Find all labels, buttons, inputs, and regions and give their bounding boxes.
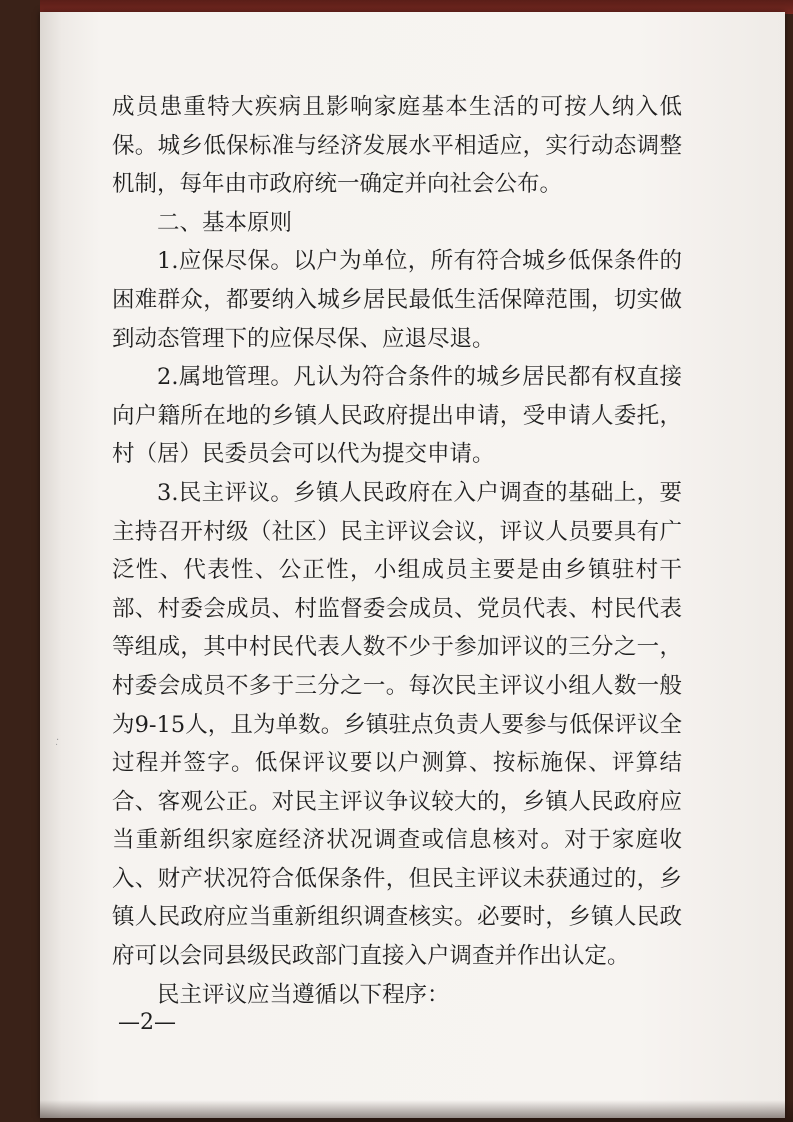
paragraph-procedure-intro: 民主评议应当遵循以下程序： xyxy=(157,981,450,1008)
section-heading-basic-principles: 二、基本原则 xyxy=(157,209,293,236)
document-body xyxy=(112,88,682,1014)
paper-speck: ·̣ xyxy=(56,735,60,746)
paragraph-principle-1: 1.应保尽保。以户为单位，所有符合城乡低保条件的困难群众，都要纳入城乡居民最低生活保障范围，切实做到动态管理下的应保尽保、应退尽退。 xyxy=(112,248,682,352)
page-number: —2— xyxy=(118,1010,176,1035)
paragraph-principle-2: 2.属地管理。凡认为符合条件的城乡居民都有权直接向户籍所在地的乡镇人民政府提出申请，受申请人委托，村（居）民委员会可以代为提交申请。 xyxy=(112,364,682,468)
paragraph-continuation: 成员患重特大疾病且影响家庭基本生活的可按人纳入低保。城乡低保标准与经济发展水平相适应，实行动态调整机制，每年由市政府统一确定并向社会公布。 xyxy=(112,94,682,198)
paragraph-principle-3: 3.民主评议。乡镇人民政府在入户调查的基础上，要主持召开村级（社区）民主评议会议，评议人员要具有广泛性、代表性、公正性，小组成员主要是由乡镇驻村干部、村委会成员、村监督委会成员、党员代表、村民代表等组成，其中村民代表人数不少于参加评议的三分之一，村委会成员不多于三分之一。每次民主评议小组人数一般为9-15人，且为单数。乡镇驻点负责人要参与低保评议全过程并签字。低保评议要以户测算、按标施保、评算结合、客观公正。对民主评议争议较大的，乡镇人民政府应当重新组织家庭经济状况调查或信息核对。对于家庭收入、财产状况符合低保条件，但民主评议未获通过的，乡镇人民政府应当重新组织调查核实。必要时，乡镇人民政府可以会同县级民政部门直接入户调查并作出认定。 xyxy=(112,479,682,970)
bottom-edge-shadow xyxy=(40,1100,793,1122)
